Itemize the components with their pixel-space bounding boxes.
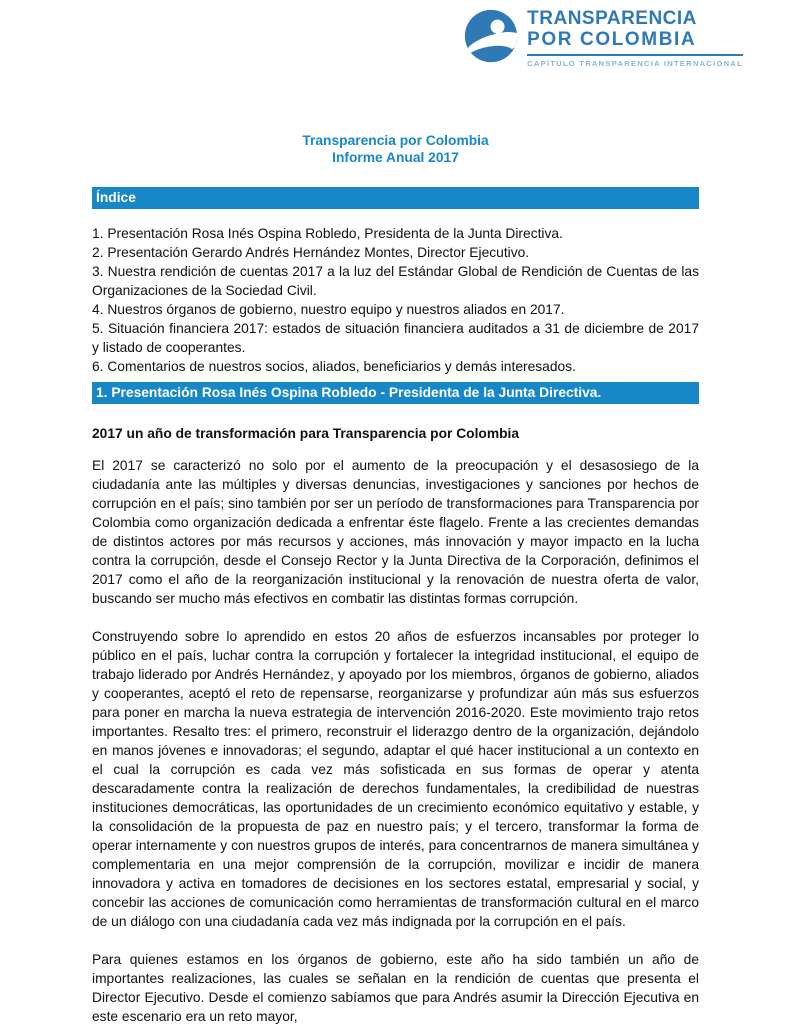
index-item-2: 2. Presentación Gerardo Andrés Hernández Montes, Director Ejecutivo. bbox=[92, 245, 530, 260]
index-item-3: 3. Nuestra rendición de cuentas 2017 a la luz del Estándar Global de Rendición de Cuentas de las Organizaciones de la Sociedad Civil. bbox=[92, 264, 699, 298]
index-item-1: 1. Presentación Rosa Inés Ospina Robledo, Presidenta de la Junta Directiva. bbox=[92, 226, 563, 241]
index-item-6: 6. Comentarios de nuestros socios, aliados, beneficiarios y demás interesados. bbox=[92, 359, 576, 374]
section-1-paragraph-3: Para quienes estamos en los órganos de gobierno, este año ha sido también un año de importantes realizaciones, las cuales se señalan en la rendición de cuentas que presenta el Director Ejecutivo. Desde el comienzo sabíamos que para Andrés asumir la Dirección Ejecutiva en este escenario era un reto mayor, bbox=[92, 952, 699, 1024]
logo-title-line2: POR COLOMBIA bbox=[527, 29, 697, 50]
logo-subtitle: CAPÍTULO TRANSPARENCIA INTERNACIONAL bbox=[527, 59, 743, 68]
document-content bbox=[92, 0, 699, 1024]
logo-title-line1: TRANSPARENCIA bbox=[527, 8, 697, 29]
section-1-paragraph-1: El 2017 se caracterizó no solo por el aumento de la preocupación y el desasosiego de la ciudadanía ante las múltiples y diversas denuncias, investigaciones y sanciones por hechos de corrupción en el país; sino también por ser un período de transformaciones para Transparencia por Colombia como organización dedicada a enfrentar éste flagelo. Frente a las crecientes demandas de distintos actores por más recursos y acciones, más innovación y mayor impacto en la lucha contra la corrupción, desde el Consejo Rector y la Junta Directiva de la Corporación, definimos el 2017 como el año de la reorganización institucional y la renovación de nuestra oferta de valor, buscando ser mucho más efectivos en combatir las distintas formas corrupción. bbox=[92, 458, 699, 606]
index-list bbox=[92, 224, 699, 376]
index-banner: Índice bbox=[92, 187, 699, 209]
document-title bbox=[92, 132, 699, 166]
index-item-4: 4. Nuestros órganos de gobierno, nuestro equipo y nuestros aliados en 2017. bbox=[92, 302, 565, 317]
section-1-banner: 1. Presentación Rosa Inés Ospina Robledo - Presidenta de la Junta Directiva. bbox=[92, 382, 699, 404]
section-1-paragraph-2: Construyendo sobre lo aprendido en estos 20 años de esfuerzos incansables por proteger lo público en el país, luchar contra la corrupción y fortalecer la integridad institucional, el equipo de trabajo liderado por Andrés Hernández, y apoyado por los miembros, órganos de gobierno, aliados y cooperantes, aceptó el reto de repensarse, reorganizarse y profundizar aún más sus esfuerzos para poner en marcha la nueva estrategia de intervención 2016-2020. Este movimiento trajo retos importantes. Resalto tres: el primero, reconstruir el liderazgo dentro de la organización, dejándolo en manos jóvenes e innovadoras; el segundo, adaptar el qué hacer institucional a un contexto en el cual la corrupción es cada vez más sofisticada en sus formas de operar y atenta descaradamente contra la realización de derechos fundamentales, la credibilidad de nuestras instituciones democráticas, las oportunidades de un crecimiento económico equitativo y estable, y la consolidación de la propuesta de paz en nuestro país; y el tercero, transformar la forma de operar internamente y con nuestros grupos de interés, para concentrarnos de manera simultánea y complementaria en una mejor comprensión de la corrupción, movilizar e incidir de manera innovadora y activa en tomadores de decisiones en los sectores estatal, empresarial y social, y concebir las acciones de comunicación como herramientas de transformación cultural en el marco de un diálogo con una ciudadanía cada vez más indignada por la corrupción en el país. bbox=[92, 629, 699, 929]
document-title-line1: Transparencia por Colombia bbox=[302, 133, 489, 148]
section-1-heading: 2017 un año de transformación para Transparencia por Colombia bbox=[92, 426, 520, 441]
document-title-line2: Informe Anual 2017 bbox=[332, 150, 459, 165]
index-item-5: 5. Situación financiera 2017: estados de situación financiera auditados a 31 de diciembre de 2017 y listado de cooperantes. bbox=[92, 321, 699, 355]
